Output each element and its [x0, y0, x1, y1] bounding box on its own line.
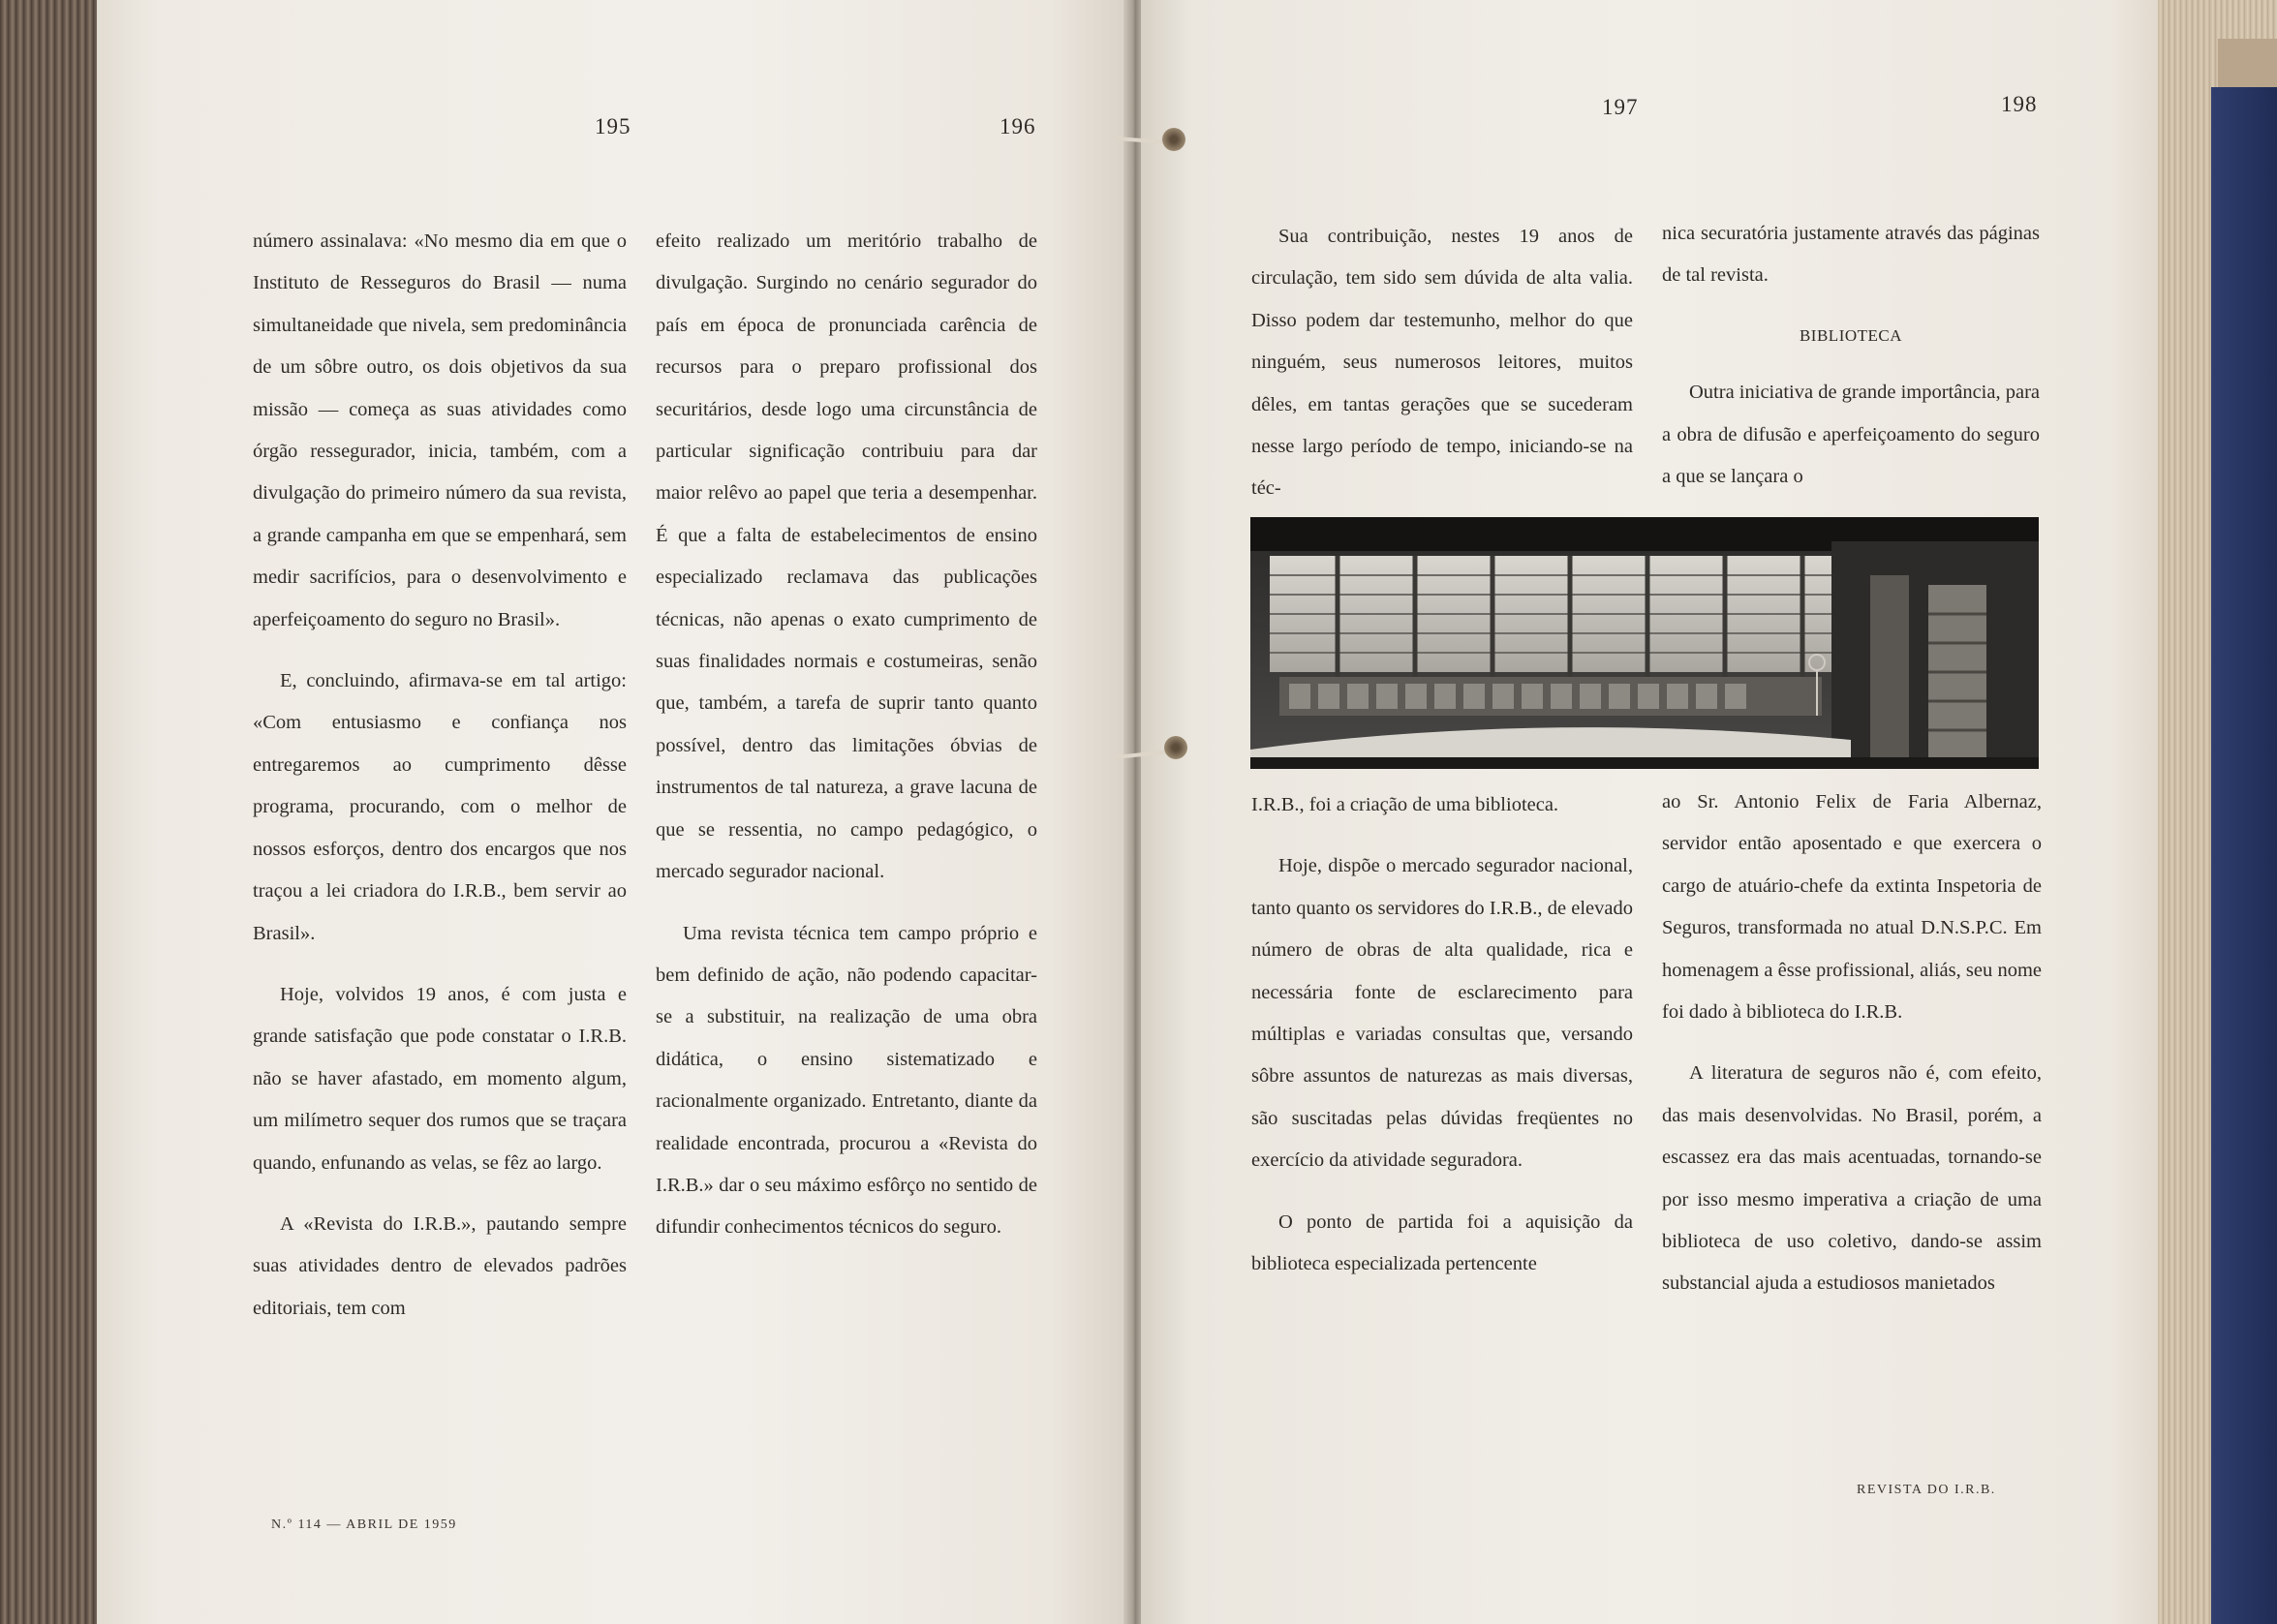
paragraph: E, concluindo, afirmava-se em tal artigo: «Com entusiasmo e confiança nos entregaremos ao cumprimento dêsse programa, procurando, com o melhor de nossos esforços, dentro dos encargos que nos traçou a lei criadora do I.R.B., bem servir ao Brasil».: [253, 670, 627, 944]
paragraph: número assinalava: «No mesmo dia em que o Instituto de Resseguros do Brasil — numa simultaneidade que nivela, sem predominância de um sôbre outro, os dois objetivos da sua missão — começa as suas atividades como órgão ressegurador, inicia, também, com a divulgação do primeiro número da sua revista, a grande campanha em que se empenhará, sem medir sacrifícios, para o desenvolvimento e aperfeiçoamento do seguro no Brasil».: [253, 230, 627, 630]
paragraph: nica securatória justamente através das páginas de tal revista.: [1662, 223, 2040, 287]
paragraph: A literatura de seguros não é, com efeito, das mais desenvolvidas. No Brasil, porém, a escassez era das mais acentuadas, tornando-se por isso mesmo imperativa a criação de uma biblioteca de uso coletivo, dando-se assim substancial ajuda a estudiosos manietados: [1662, 1062, 2042, 1295]
library-photo: [1250, 517, 2039, 769]
right-column-2-top: [1662, 213, 2040, 517]
page-number: 196: [1000, 114, 1036, 138]
left-column-1: [253, 221, 627, 1349]
paragraph: A «Revista do I.R.B.», pautando sempre suas atividades dentro de elevados padrões editoriais, tem com: [253, 1212, 627, 1319]
journal-footer: REVISTA DO I.R.B.: [1857, 1483, 1996, 1497]
section-heading: BIBLIOTECA: [1799, 325, 1903, 345]
paragraph: O ponto de partida foi a aquisição da biblioteca especializada pertencente: [1251, 1210, 1633, 1275]
paragraph: ao Sr. Antonio Felix de Faria Albernaz, servidor então aposentado e que exercera o cargo de atuário-chefe da extinta Inspetoria de Seguros, transformada no atual D.N.S.P.C. Em homenagem a êsse profissional, aliás, seu nome foi dado à biblioteca do I.R.B.: [1662, 791, 2042, 1024]
left-page-edges: [0, 0, 102, 1624]
binding-hole: [1164, 736, 1187, 759]
paragraph: Hoje, volvidos 19 anos, é com justa e grande satisfação que pode constatar o I.R.B. não se haver afastado, em momento algum, um milímetro sequer dos rumos que se traçara quando, enfunando as velas, se fêz ao largo.: [253, 983, 627, 1174]
paragraph: Outra iniciativa de grande importância, para a obra de difusão e aperfeiçoamento do seguro a que se lançara o: [1662, 382, 2041, 488]
paragraph: Uma revista técnica tem campo próprio e bem definido de ação, não podendo capacitar-se a substituir, na realização de uma obra didática, o ensino sistematizado e racionalmente organizado. Entretanto, diante da realidade encontrada, procurou a «Revista do I.R.B.» dar o seu máximo esfôrço no sentido de difundir conhecimentos técnicos do seguro.: [656, 922, 1037, 1239]
left-column-2: [656, 221, 1037, 1269]
book-cover: [2211, 87, 2277, 1624]
library-photo-image: [1250, 517, 2039, 769]
page-number: 195: [595, 114, 631, 138]
paragraph: Hoje, dispõe o mercado segurador nacional, tanto quanto os servidores do I.R.B., de elevado número de obras de alta qualidade, rica e necessária fonte de esclarecimento para múltiplas e variadas consultas que, versando sôbre assuntos de naturezas as mais diversas, são suscitadas pelas dúvidas freqüentes no exercício da atividade seguradora.: [1251, 855, 1633, 1172]
paragraph: I.R.B., foi a criação de uma biblioteca.: [1251, 794, 1559, 815]
binding-hole: [1162, 128, 1185, 151]
paragraph: efeito realizado um meritório trabalho de divulgação. Surgindo no cenário segurador do país em época de pronunciada carência de recursos para o preparo profissional dos securitários, desde logo uma circunstância de particular significação contribuiu para dar maior relêvo ao papel que teria a desempenhar. É que a falta de estabelecimentos de ensino especializado reclamava das publicações técnicas, não apenas o exato cumprimento de suas finalidades normais e costumeiras, senão que, também, a tarefa de suprir tanto quanto possível, dentro das limitações óbvias de instrumentos de tal natureza, a grave lacuna de que se ressentia, no campo pedagógico, o mercado segurador nacional.: [656, 230, 1037, 883]
page-number: 197: [1602, 95, 1639, 119]
right-column-1-bottom: [1251, 784, 1633, 1304]
paragraph: Sua contribuição, nestes 19 anos de circulação, tem sido sem dúvida de alta valia. Disso podem dar testemunho, melhor do que ninguém, seus numerosos leitores, muitos dêles, em tantas gerações que se sucederam nesse largo período de tempo, iniciando-se na téc-: [1251, 226, 1633, 500]
right-column-1-top: [1251, 216, 1633, 530]
right-column-2-bottom: [1662, 781, 2042, 1325]
page-number: 198: [2001, 92, 2038, 116]
issue-footer: N.º 114 — ABRIL DE 1959: [271, 1517, 457, 1532]
